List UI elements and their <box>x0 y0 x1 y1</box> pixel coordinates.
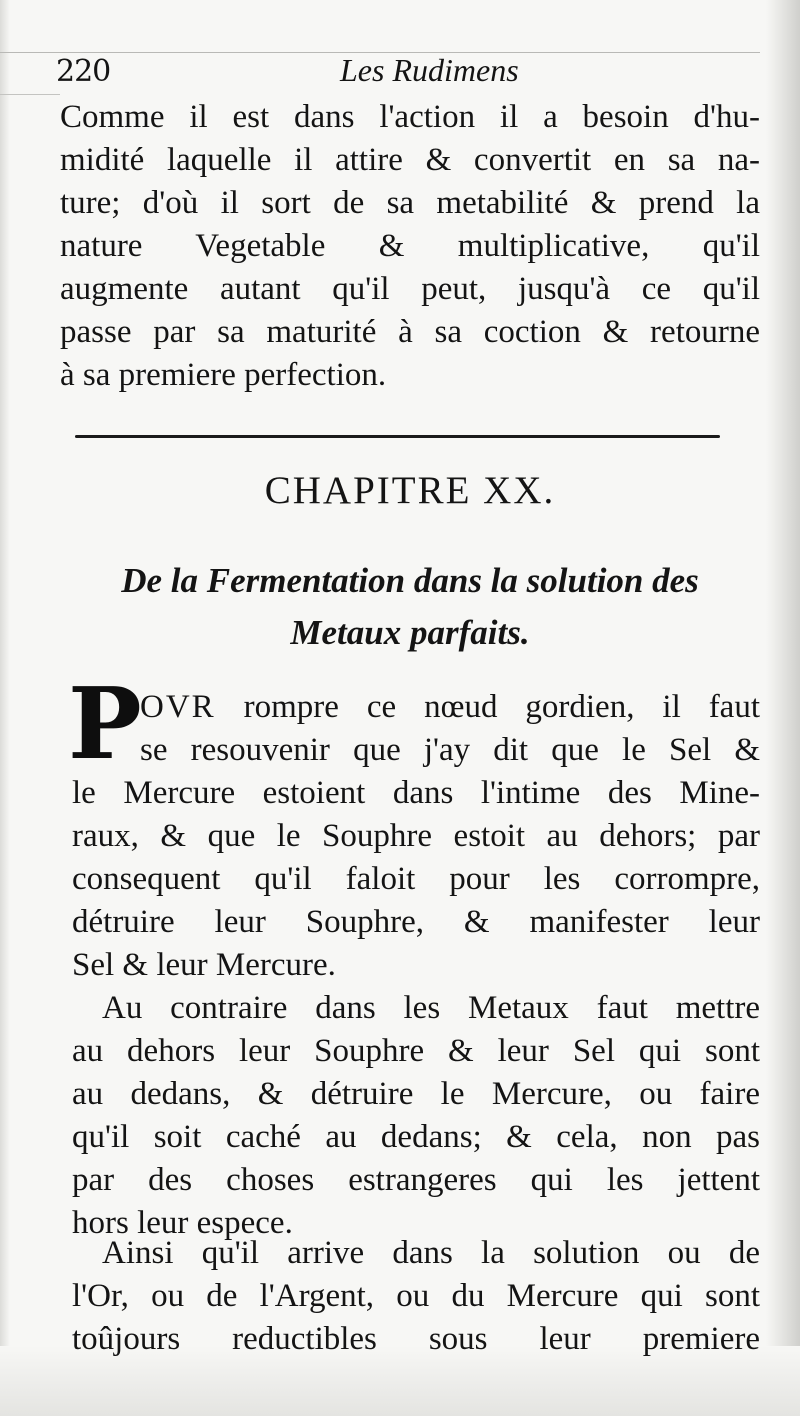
text-line: se resouvenir que j'ay dit que le Sel & <box>140 732 760 768</box>
section-divider-rule <box>75 435 720 438</box>
text-line: Sel & leur Mercure. <box>72 947 336 983</box>
text-line-rest: rompre ce nœud gordien, il faut <box>243 689 760 725</box>
running-head <box>56 52 756 98</box>
text-line: nature Vegetable & multiplicative, qu'il <box>60 228 760 264</box>
chapter-title: CHAPITRE XX. <box>264 469 556 512</box>
chapter-subtitle <box>60 555 760 659</box>
text-line: hors leur espece. <box>72 1205 293 1241</box>
text-line <box>140 686 760 729</box>
text-line: Comme il est dans l'action il a besoin d'hu- <box>60 99 760 135</box>
text-line: à sa premiere perfection. <box>60 357 387 393</box>
paragraph-1-body <box>72 772 760 987</box>
running-title: Les Rudimens <box>340 52 519 88</box>
page-left-edge-shadow <box>0 0 10 1416</box>
text-line: au dedans, & détruire le Mercure, ou faire <box>72 1076 760 1112</box>
text-line: ture; d'où il sort de sa metabilité & prend la <box>60 185 760 221</box>
text-line: Au contraire dans les Metaux faut mettre <box>102 990 760 1026</box>
subtitle-line: De la Fermentation dans la solution des <box>121 561 699 600</box>
text-line: augmente autant qu'il peut, jusqu'à ce qu'il <box>60 271 760 307</box>
text-line: consequent qu'il faloit pour les corrompre, <box>72 861 760 897</box>
paragraph-1-first-line <box>140 686 760 729</box>
text-line: midité laquelle il attire & convertit en sa na- <box>60 142 760 178</box>
text-line: toûjours reductibles sous leur premiere <box>72 1321 760 1357</box>
paragraph-3 <box>72 1232 760 1361</box>
page-number: 220 <box>56 54 111 89</box>
text-line: par des choses estrangeres qui les jettent <box>72 1162 760 1198</box>
opening-word: OVR <box>140 689 216 725</box>
paragraph-1-indented-line <box>140 729 760 772</box>
drop-cap: P <box>68 667 142 782</box>
carryover-paragraph <box>60 96 760 397</box>
text-line: détruire leur Souphre, & manifester leur <box>72 904 760 940</box>
text-line: au dehors leur Souphre & leur Sel qui sont <box>72 1033 760 1069</box>
text-line: qu'il soit caché au dedans; & cela, non pas <box>72 1119 760 1155</box>
page-right-edge-shadow <box>766 0 800 1416</box>
left-margin-line <box>0 94 60 95</box>
text-line: le Mercure estoient dans l'intime des Mine- <box>72 775 760 811</box>
text-line: raux, & que le Souphre estoit au dehors; par <box>72 818 760 854</box>
paragraph-2 <box>72 987 760 1245</box>
text-line: Ainsi qu'il arrive dans la solution ou de <box>102 1235 760 1271</box>
text-line: passe par sa maturité à sa coction & retourne <box>60 314 760 350</box>
subtitle-line: Metaux parfaits. <box>290 613 530 652</box>
text-line: l'Or, ou de l'Argent, ou du Mercure qui sont <box>72 1278 760 1314</box>
